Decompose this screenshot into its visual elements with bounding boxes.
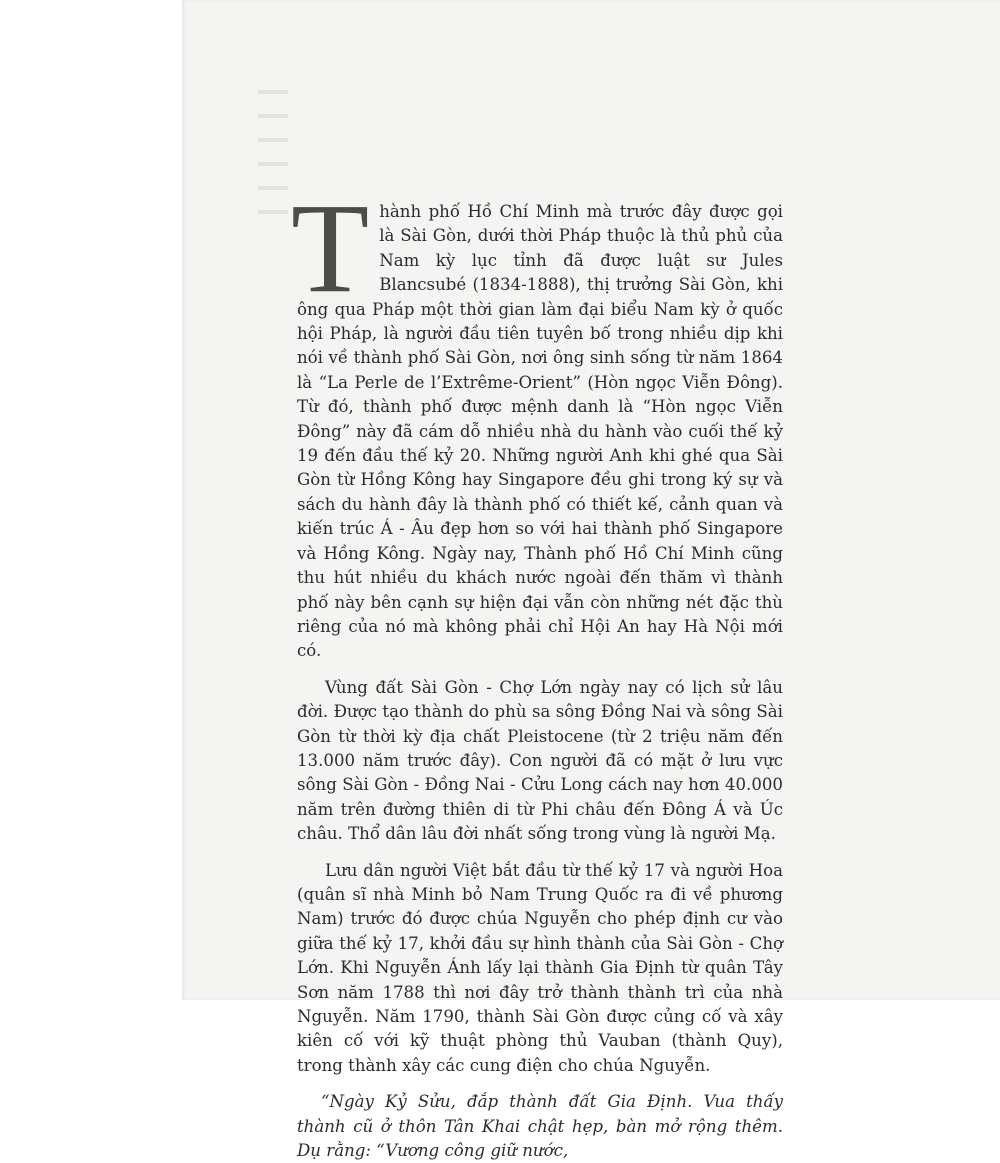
bleed-mark [258,162,288,166]
bleed-mark [258,90,288,94]
quoted-passage: “Ngày Kỷ Sửu, đắp thành đất Gia Định. Vua thấy thành cũ ở thôn Tân Khai chật hẹp, bàn mở rộng thêm. Dụ rằng: “Vương công giữ nước, [297,1092,783,1161]
bleed-mark [258,114,288,118]
bleed-mark [258,138,288,142]
bleed-mark [258,186,288,190]
intro-paragraph-text: hành phố Hồ Chí Minh mà trước đây được gọi là Sài Gòn, dưới thời Pháp thuộc là thủ phủ của Nam kỳ lục tỉnh đã được luật sư Jules Blancsubé (1834-1888), thị trưởng Sài Gòn, khi ông qua Pháp một thời gian làm đại biểu Nam kỳ ở quốc hội Pháp, là người đầu tiên tuyên bố trong nhiều dịp khi nói về thành phố Sài Gòn, nơi ông sinh sống từ năm 1864 là “La Perle de l’Extrême-Orient” (Hòn ngọc Viễn Đông). Từ đó, thành phố được mệnh danh là “Hòn ngọc Viễn Đông” này đã cám dỗ nhiều nhà du hành vào cuối thế kỷ 19 đến đầu thế kỷ 20. Những người Anh khi ghé qua Sài Gòn từ Hồng Kông hay Singapore đều ghi trong ký sự và sách du hành đây là thành phố có thiết kế, cảnh quan và kiến trúc Á - Âu đẹp hơn so với hai thành phố Singapore và Hồng Kông. Ngày nay, Thành phố Hồ Chí Minh cũng thu hút nhiều du khách nước ngoài đến thăm vì thành phố này bên cạnh sự hiện đại vẫn còn những nét đặc thù riêng của nó mà không phải chỉ Hội An hay Hà Nội mới có. [297,202,783,661]
body-text [291,177,783,1163]
intro-paragraph [291,177,783,664]
paragraph-history: Vùng đất Sài Gòn - Chợ Lớn ngày nay có lịch sử lâu đời. Được tạo thành do phù sa sông Đồng Nai và sông Sài Gòn từ thời kỳ địa chất Pleistocene (từ 2 triệu năm đến 13.000 năm trước đây). Con người đã có mặt ở lưu vực sông Sài Gòn - Đồng Nai - Cửu Long cách nay hơn 40.000 năm trên đường thiên di từ Phi châu đến Đông Á và Úc châu. Thổ dân lâu đời nhất sống trong vùng là người Mạ. [297,677,783,844]
bleed-through-marks [258,90,288,250]
bleed-mark [258,210,288,214]
drop-cap-letter: T [291,177,370,319]
paragraph-settlement: Lưu dân người Việt bắt đầu từ thế kỷ 17 và người Hoa (quân sĩ nhà Minh bỏ Nam Trung Quốc ra đi về phương Nam) trước đó được chúa Nguyễn cho phép định cư vào giữa thế kỷ 17, khởi đầu sự hình thành của Sài Gòn - Chợ Lớn. Khi Nguyễn Ánh lấy lại thành Gia Định từ quân Tây Sơn năm 1788 thì nơi đây trở thành thành trì của nhà Nguyễn. Năm 1790, thành Sài Gòn được củng cố và xây kiên cố với kỹ thuật phòng thủ Vauban (thành Quy), trong thành xây các cung điện cho chúa Nguyễn. [297,860,783,1075]
